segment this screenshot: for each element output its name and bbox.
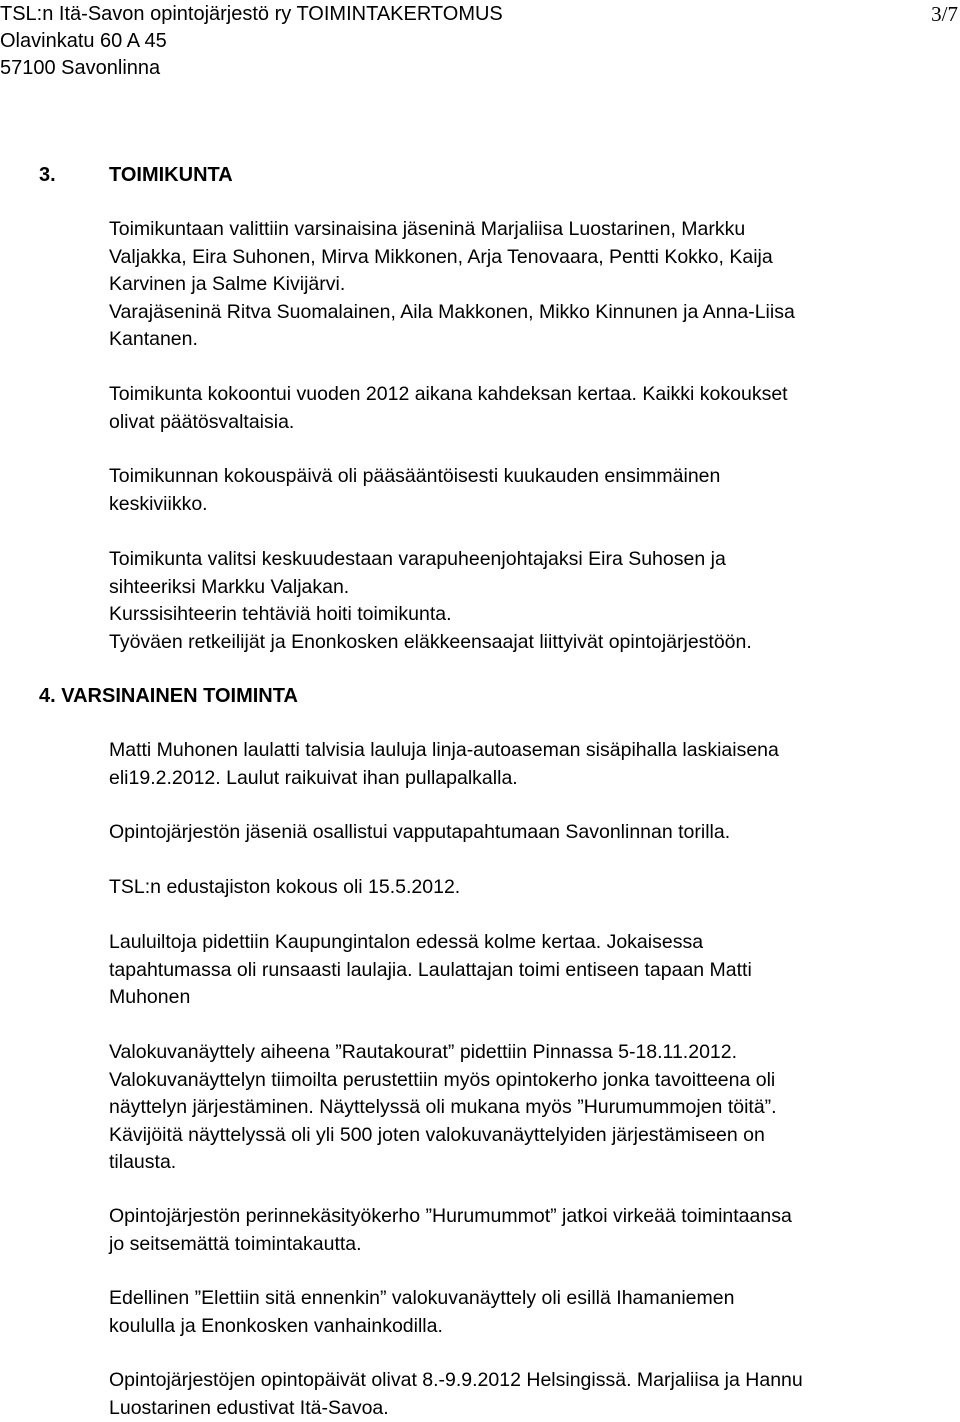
section-3-title: TOIMIKUNTA — [109, 164, 233, 186]
document-header-title: TSL:n Itä-Savon opintojärjestö ry TOIMINTAKERTOMUS — [0, 0, 503, 28]
section-4-paragraph-1 — [109, 737, 949, 792]
paragraph-line: Luostarinen edustivat Itä-Savoa. — [109, 1395, 949, 1422]
paragraph-line: Opintojärjestön perinnekäsityökerho ”Hurumummot” jatkoi virkeää toimintaansa — [109, 1203, 949, 1231]
paragraph-line: Lauluiltoja pidettiin Kaupungintalon edessä kolme kertaa. Jokaisessa — [109, 929, 949, 957]
section-3-paragraph-3 — [109, 463, 949, 518]
paragraph-line: Toimikunnan kokouspäivä oli pääsääntöisesti kuukauden ensimmäinen — [109, 463, 949, 491]
paragraph-line: jo seitsemättä toimintakautta. — [109, 1231, 949, 1259]
section-4-title: VARSINAINEN TOIMINTA — [61, 685, 298, 707]
paragraph-line: eli19.2.2012. Laulut raikuivat ihan pullapalkalla. — [109, 765, 949, 793]
paragraph-line: Muhonen — [109, 984, 949, 1012]
paragraph-line: näyttelyn järjestäminen. Näyttelyssä oli mukana myös ”Hurumummojen töitä”. — [109, 1094, 949, 1122]
paragraph-line: Varajäseninä Ritva Suomalainen, Aila Makkonen, Mikko Kinnunen ja Anna-Liisa — [109, 299, 949, 327]
paragraph-line: Kävijöitä näyttelyssä oli yli 500 joten valokuvanäyttelyiden järjestämiseen on — [109, 1122, 949, 1150]
paragraph-line: Työväen retkeilijät ja Enonkosken eläkkeensaajat liittyivät opintojärjestöön. — [109, 629, 949, 657]
paragraph-line: Valokuvanäyttely aiheena ”Rautakourat” pidettiin Pinnassa 5-18.11.2012. — [109, 1039, 949, 1067]
paragraph-line: Toimikunta kokoontui vuoden 2012 aikana kahdeksan kertaa. Kaikki kokoukset — [109, 381, 949, 409]
paragraph-line: keskiviikko. — [109, 491, 949, 519]
paragraph-line: tilausta. — [109, 1149, 949, 1177]
section-4-paragraph-5 — [109, 1039, 949, 1177]
paragraph-line: Valjakka, Eira Suhonen, Mirva Mikkonen, Arja Tenovaara, Pentti Kokko, Kaija — [109, 244, 949, 272]
paragraph-line: Toimikuntaan valittiin varsinaisina jäseninä Marjaliisa Luostarinen, Markku — [109, 216, 949, 244]
paragraph-line: Valokuvanäyttelyn tiimoilta perustettiin myös opintokerho jonka tavoitteena oli — [109, 1067, 949, 1095]
section-4-paragraph-4 — [109, 929, 949, 1012]
paragraph-line: Opintojärjestöjen opintopäivät olivat 8.-9.9.2012 Helsingissä. Marjaliisa ja Hannu — [109, 1367, 949, 1395]
header-city: 57100 Savonlinna — [0, 54, 160, 82]
paragraph-line: Karvinen ja Salme Kivijärvi. — [109, 271, 949, 299]
paragraph-line: Edellinen ”Elettiin sitä ennenkin” valokuvanäyttely oli esillä Ihamaniemen — [109, 1285, 949, 1313]
section-3-heading — [39, 162, 233, 188]
paragraph-line: TSL:n edustajiston kokous oli 15.5.2012. — [109, 874, 949, 902]
section-3-paragraph-2 — [109, 381, 949, 436]
section-3-paragraph-1 — [109, 216, 949, 354]
header-address: Olavinkatu 60 A 45 — [0, 27, 167, 55]
section-4-paragraph-8 — [109, 1367, 949, 1422]
paragraph-line: tapahtumassa oli runsaasti laulajia. Laulattajan toimi entiseen tapaan Matti — [109, 957, 949, 985]
paragraph-line: Kurssisihteerin tehtäviä hoiti toimikunta. — [109, 601, 949, 629]
section-4-number: 4. — [39, 685, 56, 707]
section-4-paragraph-2 — [109, 819, 949, 847]
section-4-paragraph-6 — [109, 1203, 949, 1258]
section-3-number: 3. — [39, 162, 109, 188]
paragraph-line: Opintojärjestön jäseniä osallistui vapputapahtumaan Savonlinnan torilla. — [109, 819, 949, 847]
section-4-paragraph-3 — [109, 874, 949, 902]
section-3-paragraph-4 — [109, 546, 949, 656]
paragraph-line: koululla ja Enonkosken vanhainkodilla. — [109, 1313, 949, 1341]
section-4-heading — [39, 683, 298, 709]
page-number: 3/7 — [931, 0, 958, 28]
paragraph-line: Matti Muhonen laulatti talvisia lauluja linja-autoaseman sisäpihalla laskiaisena — [109, 737, 949, 765]
paragraph-line: Toimikunta valitsi keskuudestaan varapuheenjohtajaksi Eira Suhosen ja — [109, 546, 949, 574]
section-4-paragraph-7 — [109, 1285, 949, 1340]
paragraph-line: olivat päätösvaltaisia. — [109, 409, 949, 437]
paragraph-line: sihteeriksi Markku Valjakan. — [109, 574, 949, 602]
paragraph-line: Kantanen. — [109, 326, 949, 354]
